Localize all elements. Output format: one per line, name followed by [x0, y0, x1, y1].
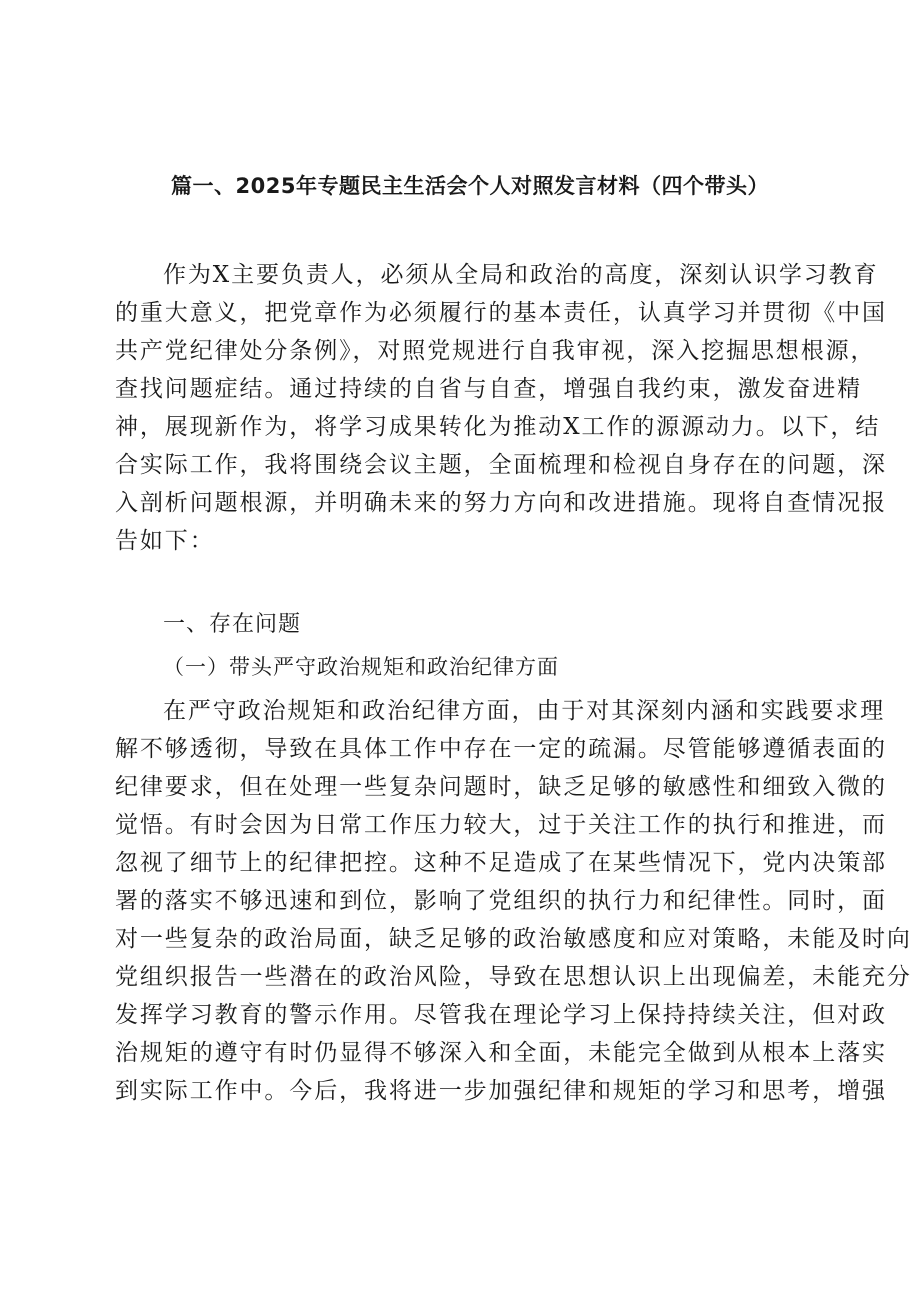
section-line: 在严守政治规矩和政治纪律方面，由于对其深刻内涵和实践要求理 — [163, 698, 886, 724]
document-title: 篇一、2025年专题民主生活会个人对照发言材料（四个带头） — [171, 174, 769, 198]
intro-paragraph — [115, 256, 887, 560]
intro-line: 共产党纪律处分条例》，对照党规进行自我审视，深入挖掘思想根源， — [115, 338, 876, 364]
section-line: 党组织报告一些潜在的政治风险，导致在思想认识上出现偏差，未能充分 — [115, 964, 912, 990]
section-line: 对一些复杂的政治局面，缺乏足够的政治敏感度和应对策略，未能及时向 — [115, 926, 912, 952]
section-line: 到实际工作中。今后，我将进一步加强纪律和规矩的学习和思考，增强 — [115, 1078, 887, 1104]
intro-line: 合实际工作，我将围绕会议主题，全面梳理和检视自身存在的问题，深 — [115, 452, 887, 478]
section-heading: 一、存在问题 — [163, 612, 302, 637]
section-line: 发挥学习教育的警示作用。尽管我在理论学习上保持持续关注，但对政 — [115, 1002, 887, 1028]
intro-line: 告如下： — [115, 528, 215, 554]
section-paragraph — [115, 692, 912, 1110]
intro-line: 的重大意义，把党章作为必须履行的基本责任，认真学习并贯彻《中国 — [115, 300, 887, 326]
intro-line: 神，展现新作为，将学习成果转化为推动X工作的源源动力。以下，结 — [115, 414, 881, 440]
intro-line: 查找问题症结。通过持续的自省与自查，增强自我约束，激发奋进精 — [115, 376, 862, 402]
section-line: 纪律要求，但在处理一些复杂问题时，缺乏足够的敏感性和细致入微的 — [115, 774, 887, 800]
section-line: 觉悟。有时会因为日常工作压力较大，过于关注工作的执行和推进，而 — [115, 812, 887, 838]
intro-line: 入剖析问题根源，并明确未来的努力方向和改进措施。现将自查情况报 — [115, 490, 887, 516]
section-line: 忽视了细节上的纪律把控。这种不足造成了在某些情况下，党内决策部 — [115, 850, 887, 876]
section-line: 解不够透彻，导致在具体工作中存在一定的疏漏。尽管能够遵循表面的 — [115, 736, 887, 762]
section-line: 署的落实不够迅速和到位，影响了党组织的执行力和纪律性。同时，面 — [115, 888, 887, 914]
intro-line: 作为X主要负责人，必须从全局和政治的高度，深刻认识学习教育 — [163, 262, 879, 288]
subsection-heading: （一）带头严守政治规矩和政治纪律方面 — [163, 655, 559, 679]
section-line: 治规矩的遵守有时仍显得不够深入和全面，未能完全做到从根本上落实 — [115, 1040, 887, 1066]
